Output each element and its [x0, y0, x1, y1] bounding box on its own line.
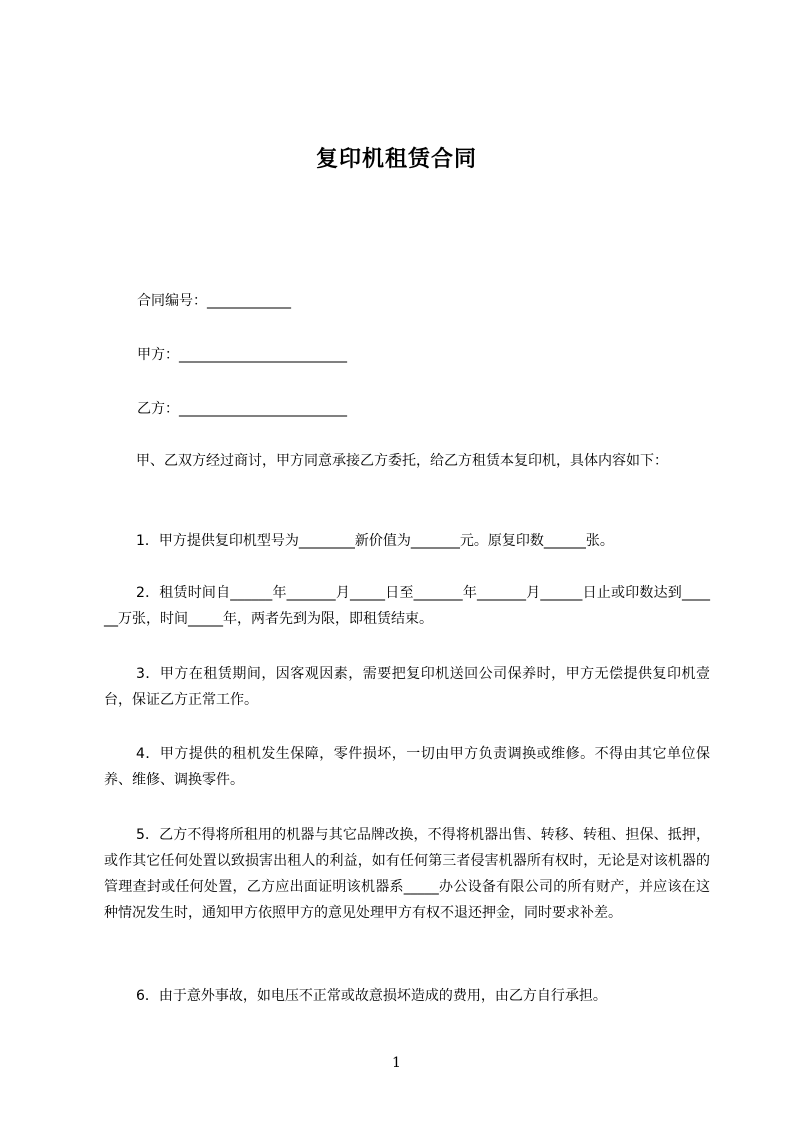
clause-text: 6．由于意外事故，如电压不正常或故意损坏造成的费用，由乙方自行承担。 [136, 988, 607, 1004]
party-b-field [137, 400, 347, 418]
clause-text: 3．甲方在租赁期间，因客观因素，需要把复印机送回公司保养时，甲方无偿提供复印机壹台，保证乙方正常工作。 [104, 666, 710, 708]
contract-number-value: ____________ [207, 293, 291, 309]
party-a-field [137, 346, 347, 364]
contract-number-label: 合同编号： [137, 293, 207, 309]
party-a-label: 甲方： [137, 347, 179, 363]
contract-number-field [137, 292, 291, 310]
page-number: 1 [392, 1055, 401, 1071]
clause-text: 5．乙方不得将所租用的机器与其它品牌改换，不得将机器出售、转移、转租、担保、抵押，或作其它任何处置以致损害出租人的利益，如有任何第三者侵害机器所有权时，无论是对该机器的管理查封或任何处置，乙方应出面证明该机器系_____办公设备有限公司的所有财产，并应该在这种情况发生时，通知甲方依照甲方的意见处理甲方有权不退还押金，同时要求补差。 [104, 827, 710, 921]
intro-text: 甲、乙双方经过商讨，甲方同意承接乙方委托，给乙方租赁本复印机，具体内容如下： [136, 453, 668, 469]
clause-5 [104, 822, 710, 926]
document-title: 复印机租赁合同 [315, 147, 477, 172]
clause-2 [104, 580, 710, 632]
party-b-value: ________________________ [179, 401, 347, 417]
party-b-label: 乙方： [137, 401, 179, 417]
clause-1 [104, 528, 710, 554]
clause-4 [104, 741, 710, 793]
clause-text: 2．租赁时间自______年_______月_____日至_______年_______月______日止或印数达到______万张，时间_____年，两者先到为限，即租赁结束。 [104, 585, 710, 627]
clause-3 [104, 661, 710, 713]
clause-6 [104, 983, 710, 1009]
party-a-value: ________________________ [179, 347, 347, 363]
clause-text: 1．甲方提供复印机型号为________新价值为_______元。原复印数______张。 [136, 533, 614, 549]
clause-text: 4．甲方提供的租机发生保障，零件损坏，一切由甲方负责调换或维修。不得由其它单位保养、维修、调换零件。 [104, 746, 710, 788]
intro-paragraph [104, 448, 710, 474]
